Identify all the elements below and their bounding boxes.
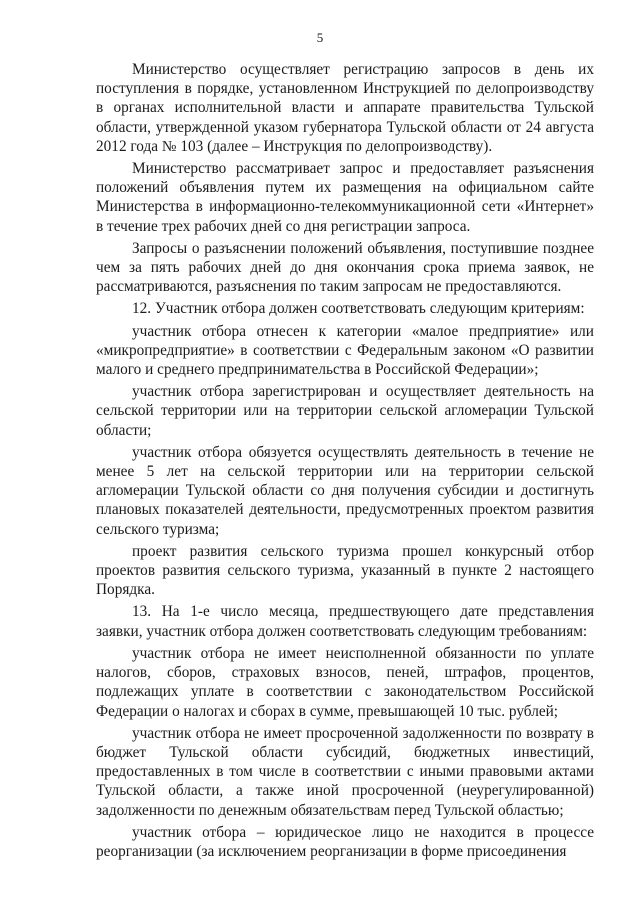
page-number: 5 — [316, 30, 324, 45]
paragraph-requirement-debts: участник отбора не имеет просроченной задолженности по возврату в бюджет Тульской области субсидий, бюджетных инвестиций, предоставленных в том числе в соответствии с иными правовыми актами Тульской области, а также иной просроченной (неурегулированной) задолженности по денежным обязательствам перед Тульской областью; — [96, 724, 594, 819]
paragraph-criterion-project: проект развития сельского туризма прошел конкурсный отбор проектов развития сельского туризма, указанный в пункте 2 настоящего Порядка. — [96, 542, 594, 599]
paragraph-criterion-registration: участник отбора зарегистрирован и осуществляет деятельность на сельской территории или на территории сельской агломерации Тульской области; — [96, 383, 594, 439]
paragraph-criterion-category: участник отбора отнесен к категории «малое предприятие» или «микропредприятие» в соответствии с Федеральным законом «О развитии малого и среднего предпринимательства в Российской Федерации»; — [96, 322, 594, 379]
paragraph-requirement-taxes: участник отбора не имеет неисполненной обязанности по уплате налогов, сборов, страховых взносов, пеней, штрафов, процентов, подлежащих уплате в соответствии с законодательством Российской Федерации о налогах и сборах в сумме, превышающей 10 тыс. рублей; — [96, 644, 594, 720]
paragraph-criterion-obligation: участник отбора обязуется осуществлять деятельность в течение не менее 5 лет на сельской территории или на территории сельской агломерации Тульской области со дня получения субсидии и достигнуть плановых показателей деятельности, предусмотренных проектом развития сельского туризма; — [96, 443, 594, 538]
paragraph-late-requests: Запросы о разъяснении положений объявления, поступившие позднее чем за пять рабочих дней до дня окончания срока приема заявок, не рассматриваются, разъяснения по таким запросам не предоставляются. — [96, 239, 594, 296]
paragraph-clarification: Министерство рассматривает запрос и предоставляет разъяснения положений объявления путем их размещения на официальном сайте Министерства в информационно-телекоммуникационной сети «Интернет» в течение трех рабочих дней со дня регистрации запроса. — [96, 160, 594, 235]
document-body — [96, 60, 594, 861]
paragraph-criteria-heading: 12. Участник отбора должен соответствовать следующим критериям: — [132, 300, 585, 318]
paragraph-requirements-heading: 13. На 1-е число месяца, предшествующего дате представления заявки, участник отбора должен соответствовать следующим требованиям: — [96, 603, 594, 640]
paragraph-registration: Министерство осуществляет регистрацию запросов в день их поступления в порядке, установленном Инструкцией по делопроизводству в органах исполнительной власти и аппарате правительства Тульской области, утвержденной указом губернатора Тульской области от 24 августа 2012 года № 103 (далее – Инструкция по делопроизводству). — [96, 61, 594, 155]
paragraph-requirement-reorganization: участник отбора – юридическое лицо не находится в процессе реорганизации (за исключением реорганизации в форме присоединения — [96, 823, 594, 860]
